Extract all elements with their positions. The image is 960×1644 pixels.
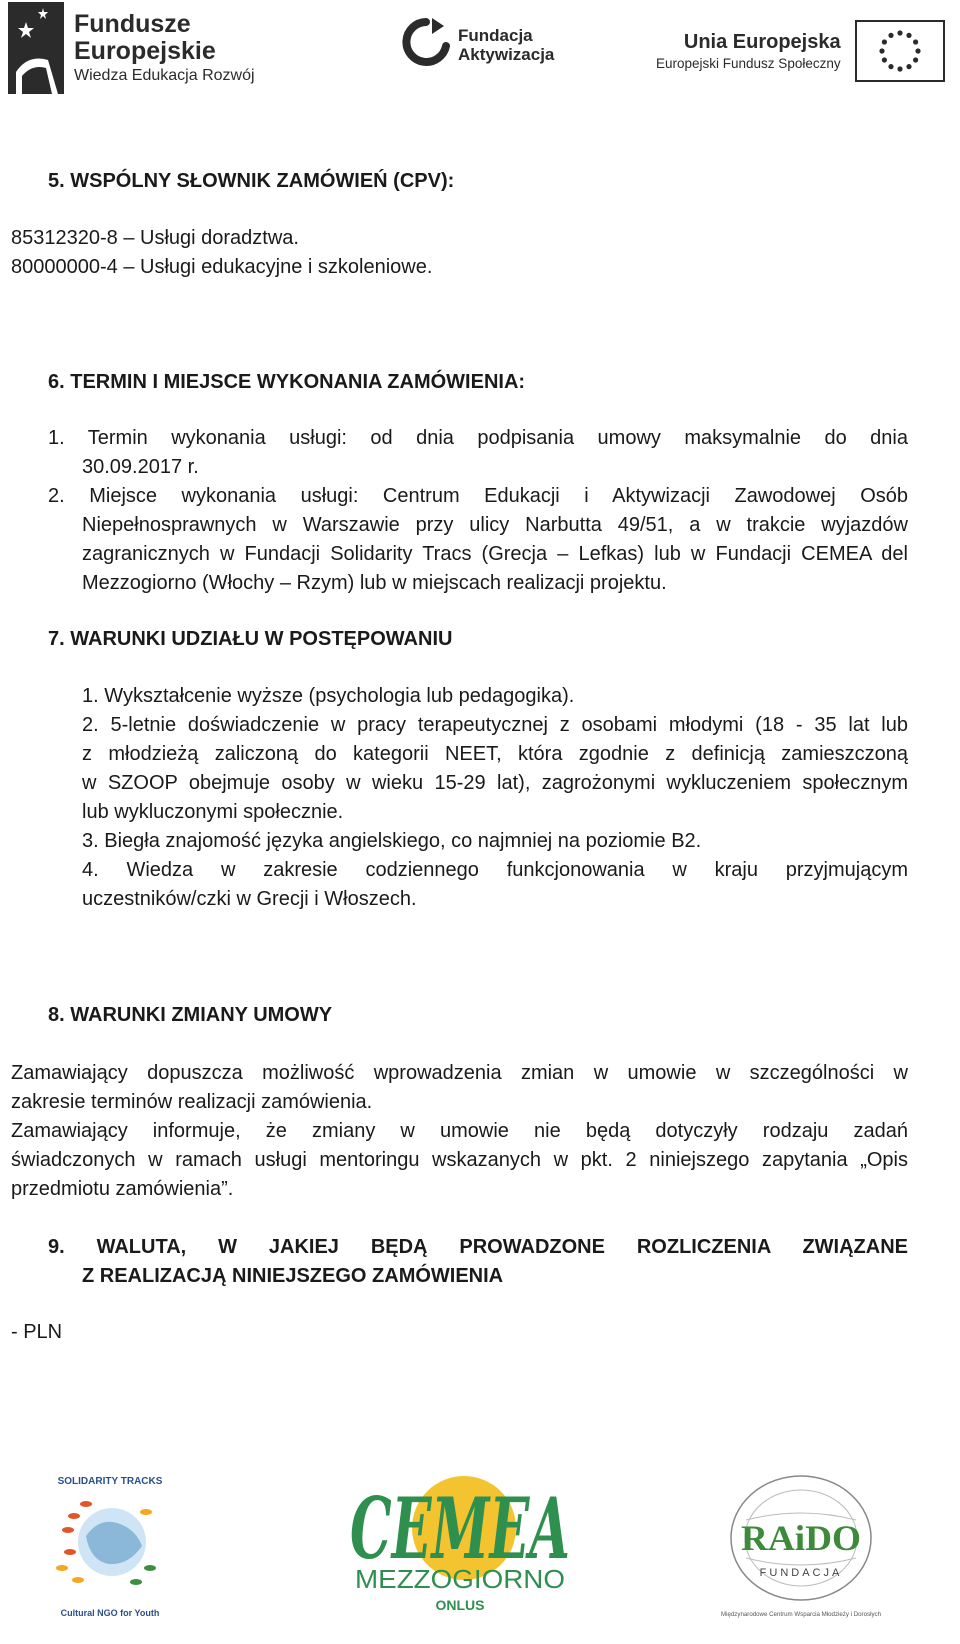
s6-item2-line2: Niepełnosprawnych w Warszawie przy ulicy Narbutta 49/51, a w trakcie wyjazdów bbox=[82, 514, 908, 536]
unia-europejska-logo bbox=[656, 20, 945, 82]
eu-flag-icon bbox=[855, 20, 945, 82]
fundusze-europejskie-emblem-icon bbox=[8, 2, 64, 94]
currency-value: - PLN bbox=[11, 1321, 63, 1343]
section-9-heading-line2: Z REALIZACJĄ NINIEJSZEGO ZAMÓWIENIA bbox=[82, 1265, 504, 1287]
header bbox=[0, 0, 960, 110]
s6-item1-line2: 30.09.2017 r. bbox=[82, 456, 199, 478]
ue-logo-line1: Unia Europejska bbox=[683, 31, 841, 53]
raido-sub-text: FUNDACJA bbox=[759, 1567, 843, 1579]
s8-para2-line3: przedmiotu zamówienia”. bbox=[11, 1178, 234, 1200]
s7-item2-line1: 2. 5-letnie doświadczenie w pracy terapeutycznej z osobami młodymi (18 - 35 lat lub bbox=[82, 714, 908, 736]
s8-para2-line2: świadczonych w ramach usługi mentoringu wskazanych w pkt. 2 niniejszego zapytania „Opis bbox=[11, 1149, 908, 1171]
cemea-tag-text: ONLUS bbox=[435, 1597, 485, 1613]
solidarity-tracks-logo bbox=[50, 1472, 170, 1622]
fe-logo-line3: Wiedza Edukacja Rozwój bbox=[74, 66, 255, 84]
raido-fundacja-logo bbox=[716, 1468, 886, 1628]
fundacja-aktywizacja-logo bbox=[402, 16, 554, 76]
section-8-heading: 8. WARUNKI ZMIANY UMOWY bbox=[48, 1004, 333, 1026]
section-6-heading: 6. TERMIN I MIEJSCE WYKONANIA ZAMÓWIENIA: bbox=[48, 371, 526, 393]
s6-item2-line1: 2. Miejsce wykonania usługi: Centrum Edukacji i Aktywizacji Zawodowej Osób bbox=[48, 485, 908, 507]
raido-main-text: RAiDO bbox=[741, 1518, 861, 1558]
cpv-line-2: 80000000-4 – Usługi edukacyjne i szkoleniowe. bbox=[11, 256, 433, 278]
solidarity-tracks-bottom-text: Cultural NGO for Youth bbox=[60, 1608, 160, 1618]
section-5-heading: 5. WSPÓLNY SŁOWNIK ZAMÓWIEŃ (CPV): bbox=[48, 170, 455, 192]
s7-item2-line4: lub wykluczonymi społecznie. bbox=[82, 801, 344, 823]
s7-item1: 1. Wykształcenie wyższe (psychologia lub pedagogika). bbox=[82, 685, 575, 707]
fundusze-europejskie-logo bbox=[8, 2, 255, 94]
section-7-heading: 7. WARUNKI UDZIAŁU W POSTĘPOWANIU bbox=[48, 628, 453, 650]
s6-item2-line3: zagranicznych w Fundacji Solidarity Tracs (Grecja – Lefkas) lub w Fundacji CEMEA del bbox=[82, 543, 908, 565]
cemea-mezzogiorno-logo bbox=[340, 1466, 580, 1626]
fundacja-aktywizacja-emblem-icon bbox=[402, 16, 450, 76]
s7-item4-line1: 4. Wiedza w zakresie codziennego funkcjonowania w kraju przyjmującym bbox=[82, 859, 908, 881]
ue-logo-line2: Europejski Fundusz Społeczny bbox=[656, 56, 841, 71]
fe-logo-line1: Fundusze bbox=[74, 10, 191, 39]
fe-logo-line2: Europejskie bbox=[74, 36, 216, 65]
s7-item2-line3: w SZOOP obejmuje osoby w wieku 15-29 lat), zagrożonymi wykluczeniem społecznym bbox=[82, 772, 908, 794]
s8-para2-line1: Zamawiający informuje, że zmiany w umowie nie będą dotyczyły rodzaju zadań bbox=[11, 1120, 908, 1142]
s6-item1-line1: 1. Termin wykonania usługi: od dnia podpisania umowy maksymalnie do dnia bbox=[48, 427, 908, 449]
s8-para1-line2: zakresie terminów realizacji zamówienia. bbox=[11, 1091, 373, 1113]
cpv-line-1: 85312320-8 – Usługi doradztwa. bbox=[11, 227, 299, 249]
s6-item2-line4: Mezzogiorno (Włochy – Rzym) lub w miejscach realizacji projektu. bbox=[82, 572, 667, 594]
solidarity-tracks-top-text: SOLIDARITY TRACKS bbox=[57, 1476, 163, 1487]
s7-item2-line2: z młodzieżą zaliczoną do kategorii NEET, która zgodnie z definicją zamieszczoną bbox=[82, 743, 908, 765]
fa-logo-line1: Fundacja bbox=[458, 26, 533, 46]
s7-item3: 3. Biegła znajomość języka angielskiego, co najmniej na poziomie B2. bbox=[82, 830, 702, 852]
raido-ring-text: Międzynarodowe Centrum Wsparcia Młodzieży i Dorosłych bbox=[721, 1612, 881, 1618]
cemea-main-text: CEMEA bbox=[350, 1479, 570, 1578]
cemea-sub-text: MEZZOGIORNO bbox=[355, 1564, 565, 1594]
s8-para1-line1: Zamawiający dopuszcza możliwość wprowadzenia zmian w umowie w szczególności w bbox=[11, 1062, 908, 1084]
s7-item4-line2: uczestników/czki w Grecji i Włoszech. bbox=[82, 888, 417, 910]
fa-logo-line2: Aktywizacja bbox=[458, 45, 555, 64]
section-9-heading-line1: 9. WALUTA, W JAKIEJ BĘDĄ PROWADZONE ROZLICZENIA ZWIĄZANE bbox=[48, 1236, 908, 1258]
